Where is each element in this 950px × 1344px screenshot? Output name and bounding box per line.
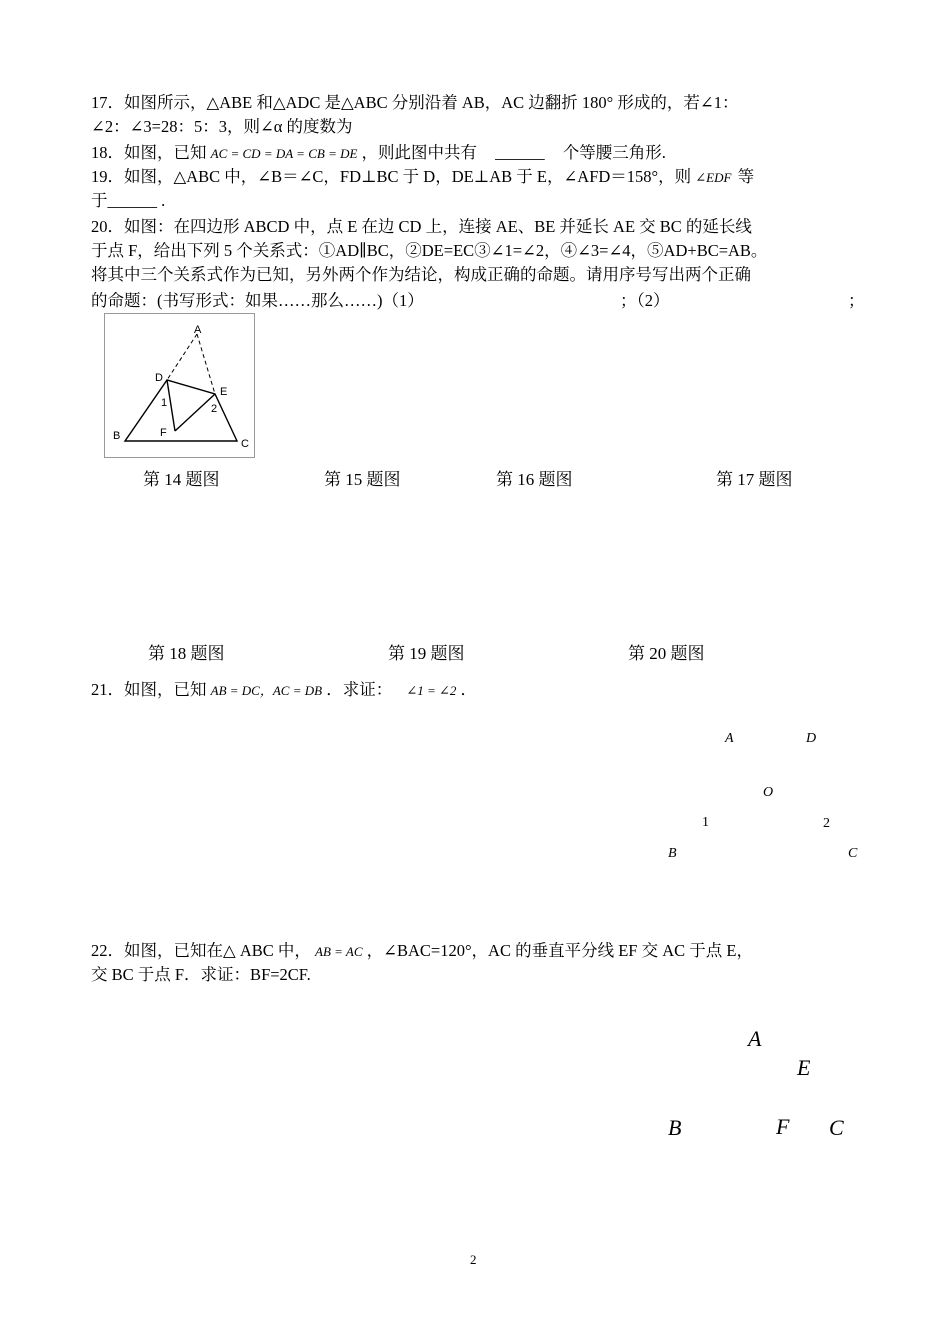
q21-middle: ．求证：	[326, 680, 393, 699]
fig21-label-A: A	[725, 731, 734, 746]
fig14-label-1: 1	[161, 397, 168, 409]
q17-line1: 17．如图所示，△ABE 和△ADC 是△ABC 分别沿着 AB，AC 边翻折 180° 形成的，若∠1：	[91, 93, 739, 112]
q19-line2: 于______ .	[91, 191, 166, 210]
q18-formula: AC = CD = DA = CB = DE	[210, 146, 358, 161]
q21-prefix: 21．如图，已知	[91, 680, 207, 699]
fig22-label-E: E	[797, 1055, 811, 1080]
q20-line1: 20．如图：在四边形 ABCD 中，点 E 在边 CD 上，连接 AE、BE 并延长 AE 交 BC 的延长线	[91, 217, 752, 236]
fig21-label-C: C	[848, 846, 858, 861]
caption-fig16: 第 16 题图	[496, 470, 573, 489]
fig21-label-1: 1	[702, 815, 709, 830]
fig14-label-2: 2	[211, 403, 218, 415]
q22-line1-a: 22．如图，已知在△ ABC 中，	[91, 941, 311, 960]
q21-formula2: ∠1 = ∠2	[406, 683, 457, 698]
q19-text: 19．如图，△ABC 中，∠B＝∠C，FD⊥BC 于 D，DE⊥AB 于 E，∠AFD＝158°，则	[91, 167, 692, 186]
q19-line1	[91, 166, 754, 189]
fig22-label-A: A	[748, 1026, 762, 1051]
q18-blank: ______	[495, 143, 545, 162]
q19-tail: 等	[737, 167, 755, 186]
fig14-label-B: B	[113, 430, 121, 442]
q20-line4-b: ；（2）	[620, 291, 670, 310]
caption-fig19: 第 19 题图	[388, 644, 465, 663]
fig14-label-F: F	[160, 427, 167, 439]
fig14-label-A: A	[194, 324, 202, 336]
q18-suffix: 个等腰三角形.	[562, 143, 666, 162]
fig22-label-B: B	[668, 1115, 682, 1140]
q22-formula: AB = AC	[315, 944, 363, 959]
q18-middle: ，则此图中共有	[361, 143, 478, 162]
q18-line	[91, 142, 666, 165]
q20-line4-c: ；	[848, 291, 865, 310]
q20-line3: 将其中三个关系式作为已知，另外两个作为结论，构成正确的命题。请用序号写出两个正确	[91, 265, 751, 284]
q22-line1-b: ，∠BAC=120°，AC 的垂直平分线 EF 交 AC 于点 E，	[366, 941, 753, 960]
fig21-label-O: O	[763, 785, 774, 800]
q18-prefix: 18．如图，已知	[91, 143, 207, 162]
figure-14	[104, 313, 255, 458]
fig14-label-E: E	[220, 386, 228, 398]
q19-formula: ∠EDF	[695, 170, 732, 185]
q20-line4	[91, 290, 424, 312]
fig14-label-D: D	[155, 372, 163, 384]
caption-fig14: 第 14 题图	[143, 470, 220, 489]
caption-fig18: 第 18 题图	[148, 644, 225, 663]
q21-end: ．	[460, 680, 477, 699]
fig22-label-C: C	[829, 1115, 844, 1140]
q22-line2: 交 BC 于点 F．求证：BF=2CF.	[91, 965, 311, 984]
caption-fig17: 第 17 题图	[716, 470, 793, 489]
fig22-label-F: F	[776, 1114, 790, 1139]
page-number: 2	[470, 1252, 477, 1267]
q17-line2: ∠2：∠3=28：5：3，则∠α 的度数为	[91, 117, 353, 136]
q21-line	[91, 679, 477, 702]
q20-line2: 于点 F，给出下列 5 个关系式：①AD∥BC，②DE=EC③∠1=∠2，④∠3=∠4，⑤AD+BC=AB。	[91, 241, 768, 260]
q20-line4-a: 的命题：(书写形式：如果……那么……)（1）	[91, 291, 424, 310]
q22-line1	[91, 940, 753, 963]
figure-14-drawing	[105, 314, 256, 459]
caption-fig20: 第 20 题图	[628, 644, 705, 663]
fig21-label-2: 2	[823, 816, 830, 831]
fig14-label-C: C	[241, 438, 249, 450]
fig21-label-D: D	[806, 731, 817, 746]
fig21-label-B: B	[668, 846, 677, 861]
q21-formula1: AB = DC，AC = DB	[210, 683, 323, 698]
caption-fig15: 第 15 题图	[324, 470, 401, 489]
